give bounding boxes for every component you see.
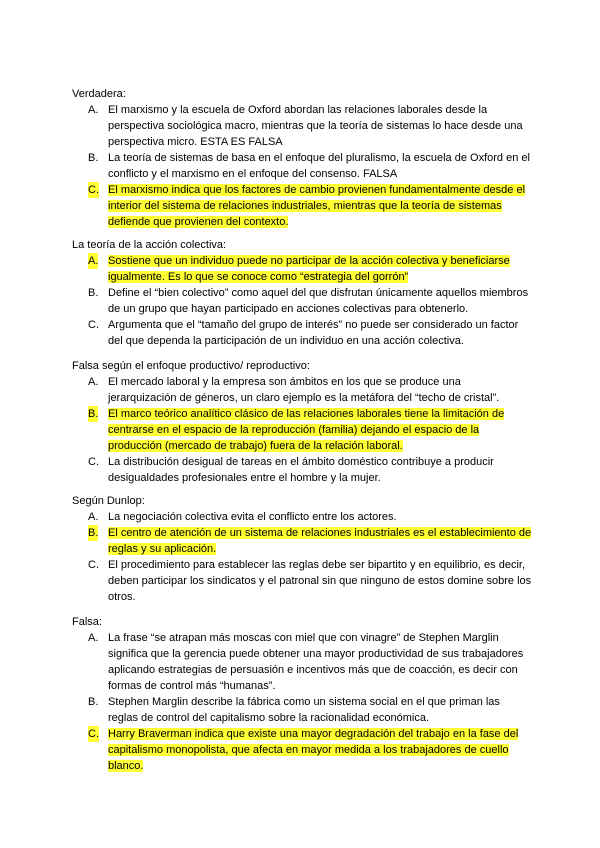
option-letter: B.	[88, 527, 99, 539]
option-letter: B.	[88, 408, 99, 420]
answer-option	[72, 374, 532, 406]
option-text: El centro de atención de un sistema de relaciones industriales es el establecimiento de reglas y su aplicación.	[108, 527, 532, 555]
option-text: La teoría de sistemas de basa en el enfoque del pluralismo, la escuela de Oxford en el conflicto y el marxismo en el enfoque del consenso. FALSA	[108, 152, 530, 180]
answer-option-highlighted	[72, 525, 532, 557]
option-text: El marco teórico analítico clásico de las relaciones laborales tiene la limitación de centrarse en el espacio de la reproducción (familia) dejando el espacio de la producción (mercado de trabajo) fuera de la relación laboral.	[108, 408, 505, 452]
option-text: Harry Braverman indica que existe una mayor degradación del trabajo en la fase del capitalismo monopolista, que afecta en mayor medida a los trabajadores de cuello blanco.	[108, 728, 519, 772]
answer-option-highlighted	[72, 182, 532, 230]
question-2	[72, 237, 532, 349]
option-text: Define el “bien colectivo” como aquel del que disfrutan únicamente aquellos miembros de un grupo que hayan participado en acciones colectivas para obtenerlo.	[108, 287, 529, 315]
option-text: Stephen Marglin describe la fábrica como un sistema social en el que priman las reglas de control del capitalismo sobre la racionalidad económica.	[108, 696, 500, 724]
option-text: Sostiene que un individuo puede no participar de la acción colectiva y beneficiarse igualmente. Es lo que se conoce como “estrategia del gorrón”	[108, 255, 510, 283]
option-text: La frase “se atrapan más moscas con miel que con vinagre” de Stephen Marglin significa que la gerencia puede obtener una mayor productividad de sus trabajadores aplicando estrategias de persuasión e incentivos más que de coacción, es decir con formas de control más “humanas”.	[108, 632, 524, 692]
option-letter: B.	[88, 696, 99, 708]
question-title: Según Dunlop:	[72, 495, 145, 507]
question-1	[72, 86, 532, 230]
question-title: Verdadera:	[72, 88, 126, 100]
option-letter: A.	[88, 376, 99, 388]
question-5	[72, 614, 532, 774]
option-letter: C.	[88, 559, 99, 571]
question-title: Falsa según el enfoque productivo/ reproductivo:	[72, 360, 310, 372]
question-title: Falsa:	[72, 616, 102, 628]
answer-option	[72, 509, 532, 525]
answer-option-highlighted	[72, 726, 532, 774]
option-letter: B.	[88, 287, 99, 299]
option-text: Argumenta que el “tamaño del grupo de interés” no puede ser considerado un factor del que dependa la participación de un individuo en una acción colectiva.	[108, 319, 519, 347]
answer-option	[72, 102, 532, 150]
question-title: La teoría de la acción colectiva:	[72, 239, 227, 251]
option-text: El marxismo y la escuela de Oxford abordan las relaciones laborales desde la perspectiva sociológica macro, mientras que la teoría de sistemas lo hace desde una perspectiva micro. ESTA ES FALSA	[108, 104, 523, 148]
answer-option-highlighted	[72, 253, 532, 285]
answer-option	[72, 557, 532, 605]
option-letter: B.	[88, 152, 99, 164]
answer-option	[72, 317, 532, 349]
option-letter: A.	[88, 511, 99, 523]
answer-option	[72, 694, 532, 726]
answer-option	[72, 150, 532, 182]
answer-option	[72, 285, 532, 317]
answer-option	[72, 630, 532, 694]
question-4	[72, 493, 532, 605]
option-letter: A.	[88, 104, 99, 116]
option-letter: C.	[88, 728, 99, 740]
option-letter: C.	[88, 184, 99, 196]
option-text: El marxismo indica que los factores de cambio provienen fundamentalmente desde el interior del sistema de relaciones industriales, mientras que la teoría de sistemas defiende que provienen del contexto.	[108, 184, 526, 228]
option-text: El mercado laboral y la empresa son ámbitos en los que se produce una jerarquización de géneros, un claro ejemplo es la metáfora del “techo de cristal”.	[108, 376, 500, 404]
option-text: La negociación colectiva evita el conflicto entre los actores.	[108, 511, 397, 523]
answer-option	[72, 454, 532, 486]
option-letter: A.	[88, 632, 99, 644]
option-letter: C.	[88, 319, 99, 331]
question-3	[72, 358, 532, 486]
option-text: El procedimiento para establecer las reglas debe ser bipartito y en equilibrio, es decir, deben participar los sindicatos y el patronal sin que ninguno de estos domine sobre los otros.	[108, 559, 532, 603]
answer-option-highlighted	[72, 406, 532, 454]
option-text: La distribución desigual de tareas en el ámbito doméstico contribuye a producir desigualdades profesionales entre el hombre y la mujer.	[108, 456, 494, 484]
option-letter: A.	[88, 255, 99, 267]
option-letter: C.	[88, 456, 99, 468]
